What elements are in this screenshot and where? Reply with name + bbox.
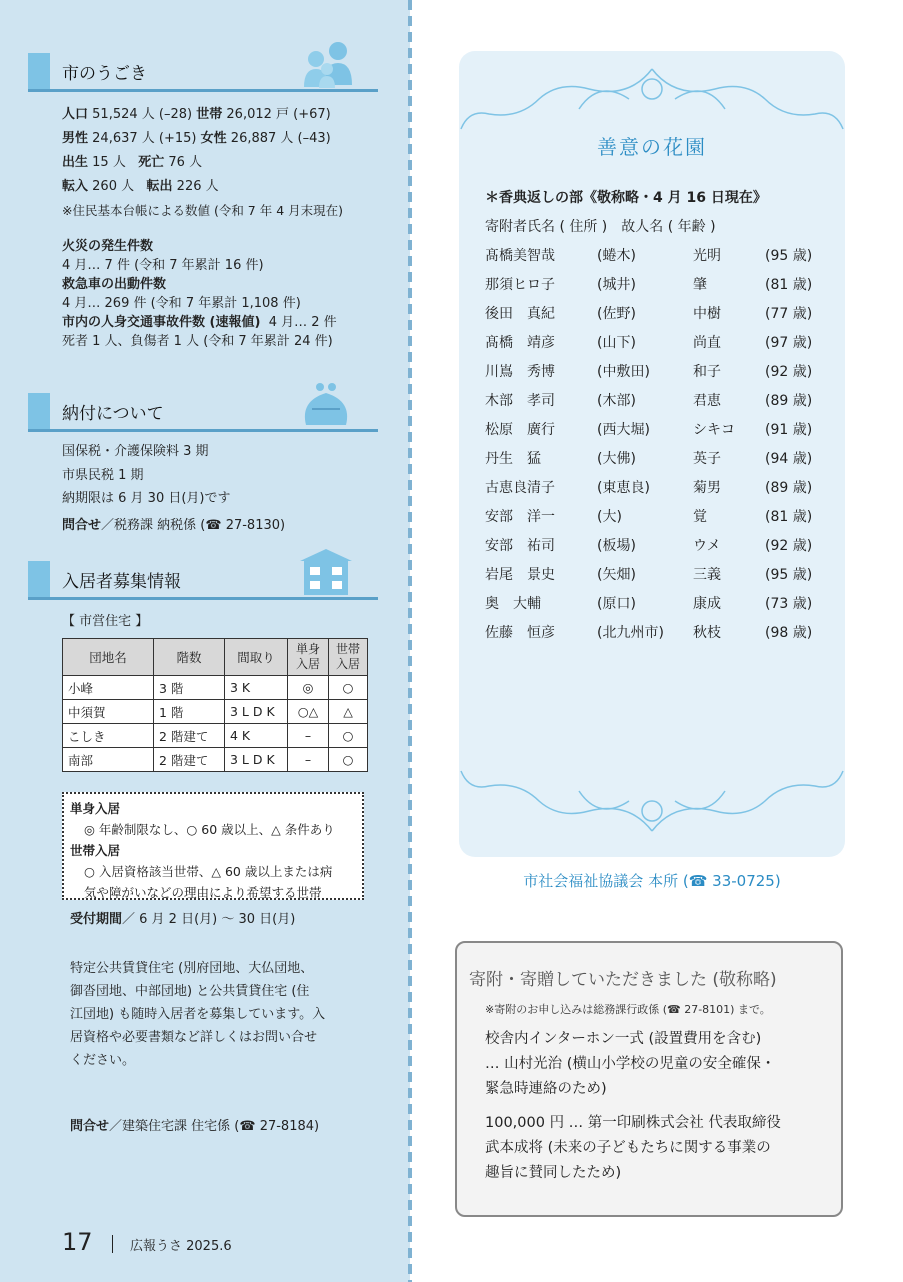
table-row xyxy=(63,676,368,700)
donations-card xyxy=(459,51,845,857)
donor-row: 岩尾 景史 (矢畑) 三義 (95 歳) xyxy=(485,567,813,583)
table-cell: ○ xyxy=(329,748,368,772)
housing-contact: 問合せ／建築住宅課 住宅係 (☎ 27-8184) xyxy=(70,1119,320,1134)
gifts-box xyxy=(455,941,843,1217)
label-deaths: 死亡 xyxy=(138,155,165,170)
housing-period xyxy=(70,908,295,931)
phone-icon: ☎ xyxy=(688,872,708,890)
table-cell: 小峰 xyxy=(63,676,154,700)
legend-family-text: 気や障がいなどの理由により希望する世帯 xyxy=(84,885,322,900)
table-cell: ◎ xyxy=(288,676,329,700)
legend-family-text: ○ 入居資格該当世帯、△ 60 歳以上または病 xyxy=(84,864,333,879)
col-header: 世帯入居 xyxy=(329,639,368,676)
page-number: 17 xyxy=(62,1228,93,1256)
donor-row: 佐藤 恒彦 (北九州市) 秋枝 (98 歳) xyxy=(485,625,813,641)
description-line: 居資格や必要書類など詳しくはお問い合せ xyxy=(70,1030,318,1045)
table-cell: 2 階建て xyxy=(154,724,225,748)
table-cell: 3 K xyxy=(225,676,288,700)
legend-single-title: 単身入居 xyxy=(70,801,121,816)
ornament-bottom xyxy=(459,751,845,841)
publication-name: 広報うさ 2025.6 xyxy=(130,1239,232,1254)
label-births: 出生 xyxy=(62,155,89,170)
label-move-in: 転入 xyxy=(62,179,89,194)
section-header-housing xyxy=(28,561,378,600)
table-cell: ○ xyxy=(329,724,368,748)
incidents-block xyxy=(62,237,337,351)
phone-icon: ☎ xyxy=(239,1119,256,1134)
section-title-city: 市のうごき xyxy=(62,64,147,84)
donations-column-heading: 寄附者氏名 ( 住所 ) 故人名 ( 年齢 ) xyxy=(485,219,716,235)
table-cell: 3 階 xyxy=(154,676,225,700)
purse-icon xyxy=(298,379,354,429)
ambulance-title: 救急車の出動件数 xyxy=(62,277,167,292)
donor-row: 川嶌 秀博 (中敷田) 和子 (92 歳) xyxy=(485,364,813,380)
value-male: 24,637 人 (+15) xyxy=(92,131,197,146)
section-header-city xyxy=(28,53,378,92)
section-accent-bar xyxy=(28,561,50,597)
tax-line-2: 市県民税 1 期 xyxy=(62,468,144,483)
section-title-housing: 入居者募集情報 xyxy=(62,572,181,592)
phone-icon: ☎ xyxy=(205,518,222,533)
housing-legend-box xyxy=(62,792,364,900)
value-move-out: 226 人 xyxy=(176,179,219,194)
donor-row: 奥 大輔 (原口) 康成 (73 歳) xyxy=(485,596,813,612)
table-cell: こしき xyxy=(63,724,154,748)
traffic-title: 市内の人身交通事故件数 (速報値) xyxy=(62,315,261,330)
tax-line-3: 納期限は 6 月 30 日(月)です xyxy=(62,491,231,506)
housing-table xyxy=(62,638,368,772)
label-female: 女性 xyxy=(200,131,227,146)
table-cell: 中須賀 xyxy=(63,700,154,724)
donor-row: 安部 洋一 (大) 覚 (81 歳) xyxy=(485,509,813,525)
fire-value: 4 月… 7 件 (令和 7 年累計 16 件) xyxy=(62,258,264,273)
fire-title: 火災の発生件数 xyxy=(62,239,154,254)
donor-row: 木部 孝司 (木部) 君恵 (89 歳) xyxy=(485,393,813,409)
table-cell: – xyxy=(288,748,329,772)
table-cell: ○△ xyxy=(288,700,329,724)
donations-title: 善意の花園 xyxy=(597,135,707,159)
period-label: 受付期間 xyxy=(70,912,123,927)
description-line: 江団地) も随時入居者を募集しています。入 xyxy=(70,1007,326,1022)
value-households: 26,012 戸 (+67) xyxy=(226,107,331,122)
table-cell: 3 L D K xyxy=(225,700,288,724)
housing-contact-label: 問合せ xyxy=(70,1119,110,1134)
donor-row: 古恵良清子 (東恵良) 菊男 (89 歳) xyxy=(485,480,813,496)
description-line: 特定公共賃貸住宅 (別府団地、大仏団地、 xyxy=(70,961,314,976)
tax-line-1: 国保税・介護保険料 3 期 xyxy=(62,444,209,459)
donor-row: 松原 廣行 (西大堀) シキコ (91 歳) xyxy=(485,422,813,438)
donor-row: 髙橋美智哉 (蜷木) 光明 (95 歳) xyxy=(485,248,813,264)
births-line xyxy=(62,151,202,174)
period-text: ／ 6 月 2 日(月) 〜 30 日(月) xyxy=(122,912,296,927)
housing-description xyxy=(70,957,325,1072)
gender-line xyxy=(62,127,331,150)
label-population: 人口 xyxy=(62,107,89,122)
tax-phone: 27-8130 xyxy=(225,518,281,533)
table-row xyxy=(63,700,368,724)
col-header: 単身入居 xyxy=(288,639,329,676)
traffic-value: 死者 1 人、負傷者 1 人 (令和 7 年累計 24 件) xyxy=(62,334,333,349)
table-header-row xyxy=(63,639,368,676)
value-deaths: 76 人 xyxy=(168,155,203,170)
table-cell: ○ xyxy=(329,676,368,700)
table-cell: 南部 xyxy=(63,748,154,772)
description-line: ください。 xyxy=(70,1053,136,1068)
table-cell: 3 L D K xyxy=(225,748,288,772)
legend-single-text: ◎ 年齢制限なし、○ 60 歳以上、△ 条件あり xyxy=(84,822,335,837)
table-cell: △ xyxy=(329,700,368,724)
housing-phone: 27-8184 xyxy=(259,1119,315,1134)
column-divider xyxy=(408,0,412,1282)
people-icon xyxy=(294,39,360,89)
table-cell: 4 K xyxy=(225,724,288,748)
table-cell: 2 階建て xyxy=(154,748,225,772)
table-cell: – xyxy=(288,724,329,748)
value-move-in: 260 人 xyxy=(92,179,135,194)
value-female: 26,887 人 (–43) xyxy=(230,131,331,146)
tax-contact: 問合せ／税務課 納税係 (☎ 27-8130) xyxy=(62,518,286,533)
caption-phone: 33-0725 xyxy=(712,872,775,890)
description-line: 御沓団地、中部団地) と公共賃貸住宅 (住 xyxy=(70,984,310,999)
label-male: 男性 xyxy=(62,131,89,146)
footer-separator xyxy=(112,1235,113,1253)
table-row xyxy=(63,748,368,772)
ornament-top xyxy=(459,59,845,139)
tax-contact-label: 問合せ xyxy=(62,518,102,533)
col-header: 階数 xyxy=(154,639,225,676)
gifts-title: 寄附・寄贈していただきました (敬称略) xyxy=(469,970,777,990)
value-births: 15 人 xyxy=(92,155,126,170)
gift-item: 100,000 円 … 第一印刷株式会社 代表取締役 武本成将 (未来の子どもたちに関する事業の 趣旨に賛同したため) xyxy=(485,1115,781,1181)
donor-row: 安部 祐司 (板場) ウメ (92 歳) xyxy=(485,538,813,554)
traffic-month: 4 月… 2 件 xyxy=(268,315,337,330)
section-header-tax xyxy=(28,393,378,432)
donations-section-heading: ＊香典返しの部《敬称略・4 月 16 日現在》 xyxy=(485,190,767,206)
section-title-tax: 納付について xyxy=(62,404,164,424)
population-line xyxy=(62,103,331,126)
legend-family-title: 世帯入居 xyxy=(70,843,121,858)
donor-row: 那須ヒロ子 (城井) 肇 (81 歳) xyxy=(485,277,813,293)
gifts-note: ※寄附のお申し込みは総務課行政係 (☎ 27-8101) まで。 xyxy=(485,1003,771,1016)
house-icon xyxy=(296,547,356,597)
col-header: 間取り xyxy=(225,639,288,676)
gift-item: 校舎内インターホン一式 (設置費用を含む) … 山村光治 (横山小学校の児童の安全確保・ 緊急時連絡のため) xyxy=(485,1031,776,1097)
housing-subtitle: 【 市営住宅 】 xyxy=(62,614,149,629)
section-accent-bar xyxy=(28,53,50,89)
table-row xyxy=(63,724,368,748)
label-move-out: 転出 xyxy=(146,179,173,194)
moves-line xyxy=(62,175,219,198)
donor-row: 後田 真紀 (佐野) 中樹 (77 歳) xyxy=(485,306,813,322)
col-header: 団地名 xyxy=(63,639,154,676)
donor-row: 髙橋 靖彦 (山下) 尚直 (97 歳) xyxy=(485,335,813,351)
population-note: ※住民基本台帳による数値 (令和 7 年 4 月末現在) xyxy=(62,203,344,218)
ambulance-value: 4 月… 269 件 (令和 7 年累計 1,108 件) xyxy=(62,296,301,311)
table-cell: 1 階 xyxy=(154,700,225,724)
label-households: 世帯 xyxy=(196,107,223,122)
donations-caption: 市社会福祉協議会 本所 (☎ 33-0725) xyxy=(523,872,781,890)
section-accent-bar xyxy=(28,393,50,429)
value-population: 51,524 人 (–28) xyxy=(92,107,193,122)
donor-row: 丹生 猛 (大佛) 英子 (94 歳) xyxy=(485,451,813,467)
